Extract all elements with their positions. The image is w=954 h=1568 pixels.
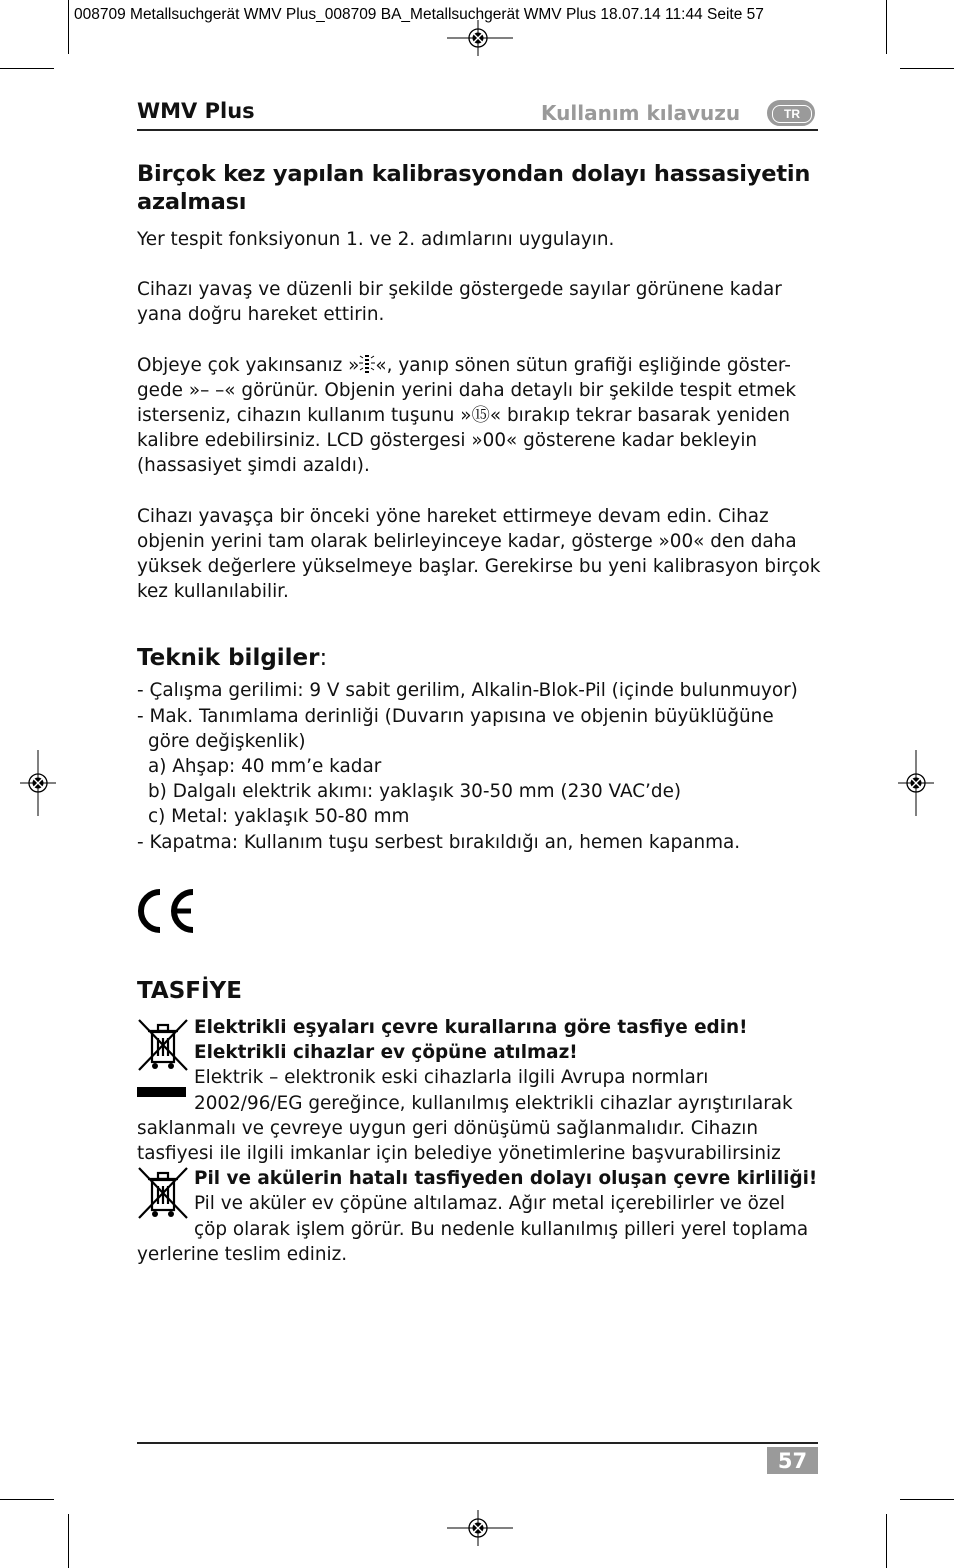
print-slug: 008709 Metallsuchgerät WMV Plus_008709 BA_Metallsuchgerät WMV Plus 18.07.14 11:44 Seite 57: [74, 6, 764, 23]
crossed-bin-icon: [137, 1018, 189, 1072]
section-title-calibration: Birçok kez yapılan kalibrasyondan dolayı hassasiyetin azalması: [137, 161, 811, 215]
crop-mark: [0, 68, 54, 69]
paragraph: 2002/96/EG gereğince, kullanılmış elektrikli cihazlar ayrıştırılarak: [194, 1092, 793, 1114]
paragraph: saklanmalı ve çevreye uygun geri dönüşümü sağlanmalıdır. Cihazın tasfiyesi ile ilgili imkanlar için belediye yönetimlerine başvurabilirsiniz: [137, 1117, 781, 1165]
list-item: a) Ahşap: 40 mm’e kadar: [148, 756, 382, 778]
paragraph: çöp olarak işlem görür. Bu nedenle kullanılmış pilleri yerel toplama: [194, 1218, 809, 1240]
list-item: - Mak. Tanımlama derinliği (Duvarın yapısına ve objenin büyüklüğüne: [137, 705, 774, 727]
list-item: b) Dalgalı elektrik akımı: yaklaşık 30-50 mm (230 VAC’de): [148, 781, 682, 803]
manual-title: Kullanım kılavuzu: [541, 101, 741, 125]
bar-graph-icon: [359, 354, 375, 374]
paragraph: Cihazı yavaş ve düzenli bir şekilde göstergede sayılar görünene kadar yana doğru hareket ettirin.: [137, 279, 782, 326]
paragraph: Pil ve aküler ev çöpüne altılamaz. Ağır metal içerebilirler ve özel: [194, 1193, 786, 1215]
footer-rule: [137, 1442, 818, 1444]
paragraph: Cihazı yavaşça bir önceki yöne hareket ettirmeye devam edin. Cihaz objenin yerini tam olarak belirleyinceye kadar, gösterge »00« den daha yüksek değerlere yükselmeye başlar. Gerekirse bu yeni kalibrasyon birçok kez kullanılabilir.: [137, 505, 821, 603]
header-rule: [137, 129, 818, 131]
disposal-text: [137, 1015, 827, 1267]
crop-mark: [886, 0, 887, 54]
main-content: [137, 160, 827, 855]
product-name: WMV Plus: [137, 99, 255, 123]
list-item: - Kapatma: Kullanım tuşu serbest bırakıldığı an, hemen kapanma.: [137, 831, 741, 853]
paragraph: Objeye çok yakınsanız » «, yanıp sönen sütun grafiği eşliğinde göster-gede »– –« görünür. Objenin yerini daha detaylı bir şekilde tespit etmek isterseniz, cihazın kullanım tuşunu »⑮« bırakıp tekrar basarak yeniden kalibre edebilirsiniz. LCD göstergesi »00« gösterene kadar bekleyin (hassasiyet şimdi azaldı).: [137, 354, 797, 477]
language-code: TR: [772, 105, 812, 123]
black-bar: [137, 1087, 186, 1097]
section-title-tech: Teknik bilgiler:: [137, 645, 328, 672]
crop-mark: [0, 1499, 54, 1500]
list-item: - Çalışma gerilimi: 9 V sabit gerilim, Alkalin-Blok-Pil (içinde bulunmuyor): [137, 680, 798, 702]
list-item: göre değişkenlik): [148, 730, 306, 752]
section-title-disposal: TASFİYE: [137, 978, 242, 1004]
crop-mark: [68, 0, 69, 54]
crop-mark: [886, 1514, 887, 1568]
registration-mark-icon: [20, 750, 56, 816]
paragraph: yerlerine teslim ediniz.: [137, 1243, 348, 1265]
crop-mark: [900, 68, 954, 69]
registration-mark-icon: [447, 1510, 513, 1546]
paragraph: Elektrik – elektronik eski cihazlarla ilgili Avrupa normları: [194, 1067, 709, 1089]
crop-mark: [900, 1499, 954, 1500]
disposal-warning: Elektrikli eşyaları çevre kurallarına göre tasfiye edin! Elektrikli cihazlar ev çöpüne atılmaz!: [194, 1017, 748, 1064]
registration-mark-icon: [898, 750, 934, 816]
page-number: 57: [767, 1447, 818, 1474]
crossed-bin-icon: [137, 1166, 189, 1220]
crop-mark: [68, 1514, 69, 1568]
tech-spec-list: [137, 678, 827, 854]
registration-mark-icon: [447, 20, 513, 56]
paragraph: Yer tespit fonksiyonun 1. ve 2. adımlarını uygulayın.: [137, 229, 615, 250]
language-badge: [767, 100, 815, 126]
battery-warning: Pil ve akülerin hatalı tasfiyeden dolayı oluşan çevre kirliliği!: [194, 1168, 818, 1190]
list-item: c) Metal: yaklaşık 50-80 mm: [148, 806, 410, 828]
ce-mark-icon: [137, 888, 199, 934]
